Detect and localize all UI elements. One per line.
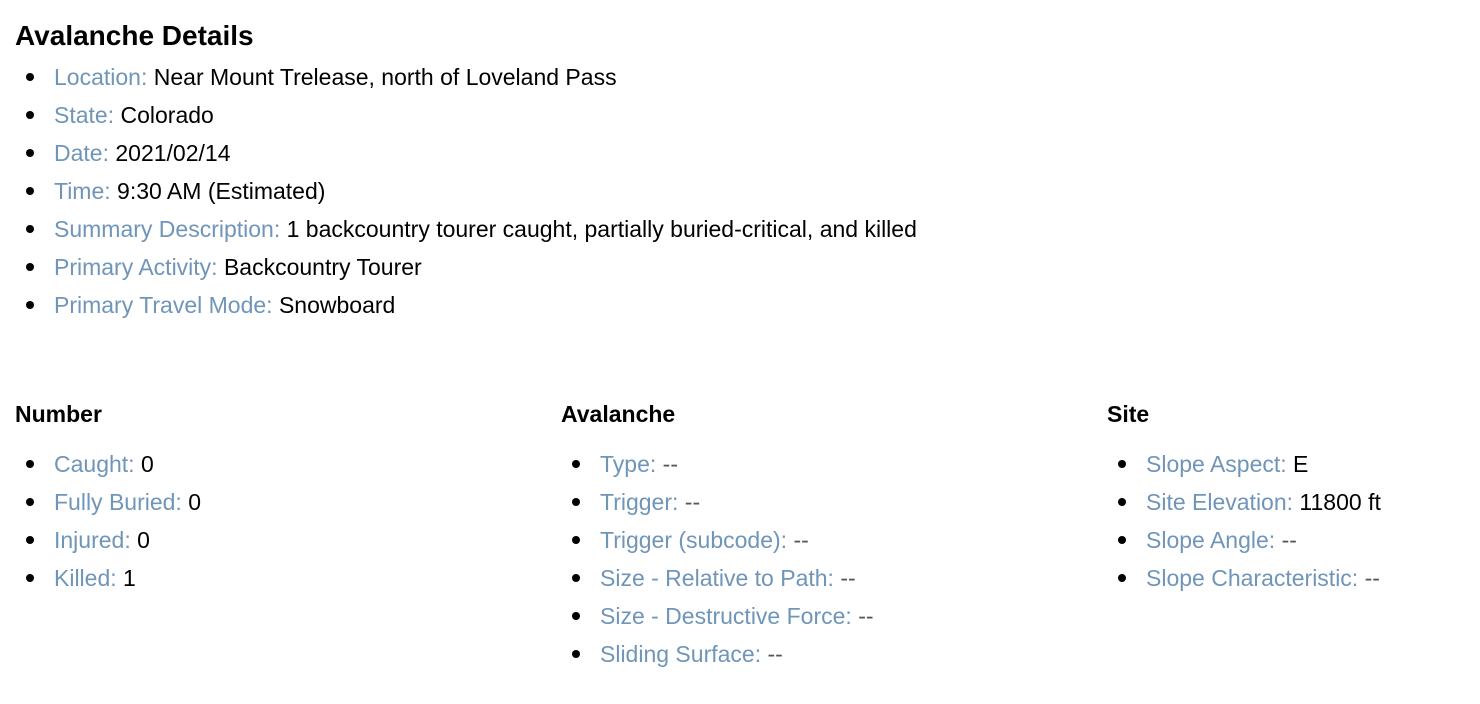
field-value: 1 <box>123 565 136 591</box>
field-label: Slope Angle: <box>1146 527 1276 553</box>
list-item-trigger-subcode <box>561 521 1001 559</box>
field-value: -- <box>684 489 701 515</box>
bullet-icon <box>572 650 580 658</box>
field-label: Size - Relative to Path: <box>600 565 834 591</box>
list-item-slope-angle <box>1107 521 1465 559</box>
list-item-site-elevation <box>1107 483 1465 521</box>
list-item-primary-travel-mode <box>15 286 975 324</box>
list-item-date <box>15 134 975 172</box>
list-item-size-destructive <box>561 597 1001 635</box>
page-title: Avalanche Details <box>15 20 254 51</box>
bullet-icon <box>572 574 580 582</box>
field-value: -- <box>1281 527 1297 553</box>
list-item-sliding-surface <box>561 635 1001 673</box>
field-value: -- <box>662 451 678 477</box>
field-label: Trigger (subcode): <box>600 527 788 553</box>
bullet-icon <box>1118 460 1126 468</box>
field-value: 1 backcountry tourer caught, partially buried-critical, and killed <box>286 216 917 242</box>
field-value: 9:30 AM (Estimated) <box>117 178 326 204</box>
site-heading: Site <box>1107 401 1150 427</box>
field-label: Site Elevation: <box>1146 489 1294 515</box>
field-label: Caught: <box>54 451 135 477</box>
list-item-primary-activity <box>15 248 975 286</box>
list-item-type <box>561 445 1001 483</box>
field-label: Date: <box>54 140 109 166</box>
bullet-icon <box>26 263 34 271</box>
field-value: -- <box>840 565 856 591</box>
list-item-trigger <box>561 483 1001 521</box>
list-item-fully-buried <box>15 483 455 521</box>
avalanche-details-page <box>15 14 1465 324</box>
field-value: Backcountry Tourer <box>223 254 422 280</box>
field-label: Summary Description: <box>54 216 281 242</box>
field-label: Killed: <box>54 565 117 591</box>
field-value: 0 <box>188 489 202 515</box>
field-label: Slope Aspect: <box>1146 451 1287 477</box>
bullet-icon <box>1118 498 1126 506</box>
field-value: -- <box>1364 565 1380 591</box>
bullet-icon <box>26 574 34 582</box>
list-item-slope-characteristic <box>1107 559 1465 597</box>
list-item-location <box>15 58 975 96</box>
list-item-time <box>15 172 975 210</box>
field-value: 0 <box>140 451 154 477</box>
avalanche-list <box>561 445 1001 673</box>
list-item-caught <box>15 445 455 483</box>
bullet-icon <box>26 536 34 544</box>
bullet-icon <box>26 225 34 233</box>
field-label: Type: <box>600 451 657 477</box>
bullet-icon <box>572 460 580 468</box>
field-value: 11800 ft <box>1299 489 1381 515</box>
avalanche-heading: Avalanche <box>561 401 676 427</box>
field-value: E <box>1293 451 1309 477</box>
bullet-icon <box>26 498 34 506</box>
field-value: Colorado <box>120 102 214 128</box>
bullet-icon <box>1118 536 1126 544</box>
summary-list <box>15 58 975 324</box>
number-list <box>15 445 455 597</box>
field-value: -- <box>858 603 874 629</box>
bullet-icon <box>1118 574 1126 582</box>
field-label: Injured: <box>54 527 131 553</box>
bullet-icon <box>26 301 34 309</box>
field-label: Fully Buried: <box>54 489 182 515</box>
list-item-killed <box>15 559 455 597</box>
field-label: Size - Destructive Force: <box>600 603 852 629</box>
detail-columns <box>15 396 1465 696</box>
field-label: Slope Characteristic: <box>1146 565 1359 591</box>
field-label: Time: <box>54 178 111 204</box>
bullet-icon <box>572 536 580 544</box>
field-value: -- <box>767 641 783 667</box>
avalanche-section <box>561 396 1001 673</box>
bullet-icon <box>26 111 34 119</box>
list-item-size-relative <box>561 559 1001 597</box>
field-value: Snowboard <box>278 292 396 318</box>
field-label: Trigger: <box>600 489 679 515</box>
bullet-icon <box>26 460 34 468</box>
bullet-icon <box>26 73 34 81</box>
bullet-icon <box>572 612 580 620</box>
number-heading: Number <box>15 401 102 427</box>
site-list <box>1107 445 1465 597</box>
field-label: Location: <box>54 64 148 90</box>
list-item-state <box>15 96 975 134</box>
field-label: Primary Activity: <box>54 254 218 280</box>
field-label: Primary Travel Mode: <box>54 292 273 318</box>
bullet-icon <box>572 498 580 506</box>
list-item-slope-aspect <box>1107 445 1465 483</box>
field-label: Sliding Surface: <box>600 641 762 667</box>
bullet-icon <box>26 149 34 157</box>
site-section <box>1107 396 1465 597</box>
field-value: Near Mount Trelease, north of Loveland Pass <box>153 64 617 90</box>
number-section <box>15 396 455 597</box>
bullet-icon <box>26 187 34 195</box>
list-item-summary-description <box>15 210 975 248</box>
list-item-injured <box>15 521 455 559</box>
field-value: -- <box>793 527 809 553</box>
field-label: State: <box>54 102 115 128</box>
field-value: 2021/02/14 <box>115 140 231 166</box>
field-value: 0 <box>137 527 150 553</box>
